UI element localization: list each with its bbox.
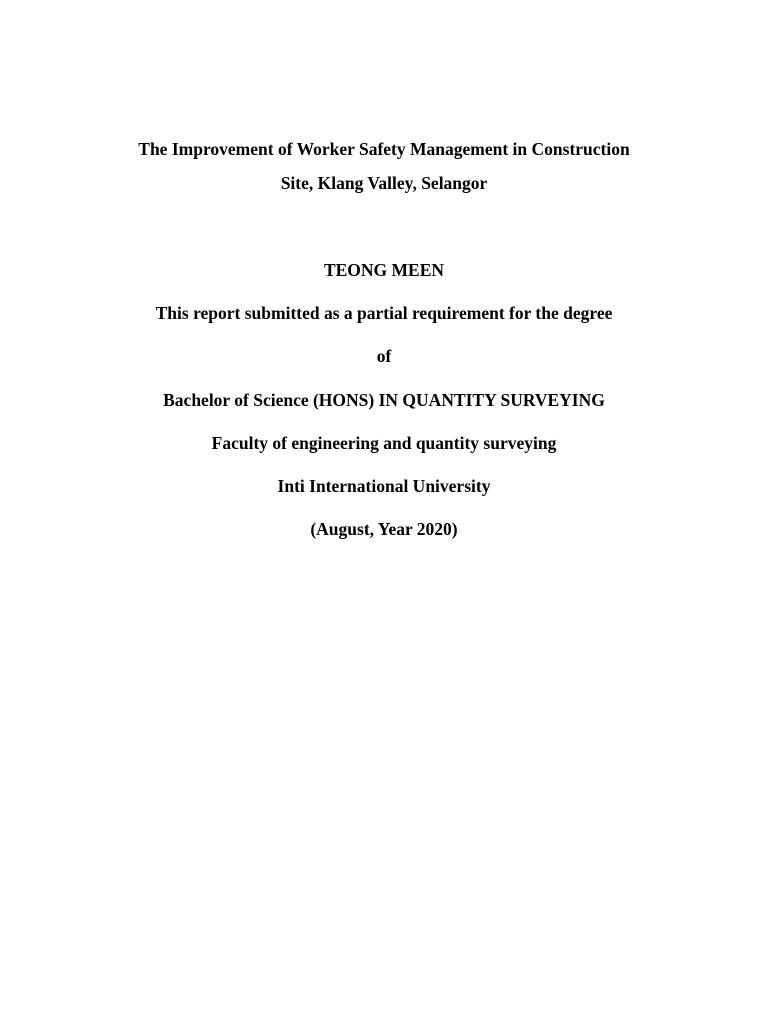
report-title-line-1: The Improvement of Worker Safety Management in Construction (138, 139, 630, 159)
author-name: TEONG MEEN (323, 260, 445, 280)
submission-statement: This report submitted as a partial requirement for the degree (155, 303, 613, 323)
degree-name: Bachelor of Science (HONS) IN QUANTITY SURVEYING (163, 390, 605, 410)
faculty-name: Faculty of engineering and quantity surveying (211, 433, 557, 453)
connector-of: of (376, 346, 392, 366)
university-name: Inti International University (277, 476, 491, 496)
report-title-line-2: Site, Klang Valley, Selangor (280, 173, 488, 193)
submission-date: (August, Year 2020) (310, 519, 458, 539)
